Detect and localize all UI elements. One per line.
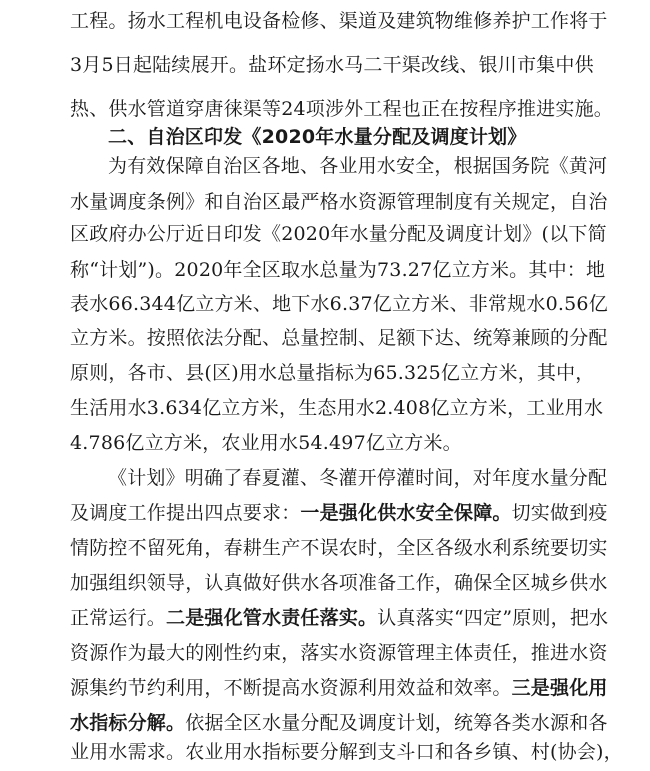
key-point-1: 一是强化供水安全保障。 [300, 502, 512, 524]
paragraph-line: 水量调度条例》和自治区最严格水资源管理制度有关规定，自治 [70, 191, 608, 213]
text-run: 认真落实“四定”原则，把水 [377, 607, 609, 629]
text-run: 切实做到疫 [511, 502, 608, 524]
paragraph-line: 工程。扬水工程机电设备检修、渠道及建筑物维修养护工作将于 [70, 10, 608, 32]
text-run: 源集约节约利用，不断提高水资源利用效益和效率。 [70, 677, 512, 699]
paragraph-line: 为有效保障自治区各地、各业用水安全，根据国务院《黄河 [108, 155, 608, 177]
paragraph-line: 4.786亿立方米，农业用水54.497亿立方米。 [70, 432, 462, 454]
section-heading: 二、自治区印发《2020年水量分配及调度计划》 [108, 126, 527, 148]
paragraph-line: 生活用水3.634亿立方米，生态用水2.408亿立方米，工业用水 [70, 397, 604, 419]
paragraph-line: 原则，各市、县(区)用水总量指标为65.325亿立方米，其中， [70, 362, 595, 384]
paragraph-line: 区政府办公厅近日印发《2020年水量分配及调度计划》(以下简 [70, 223, 607, 245]
paragraph-line [70, 599, 609, 637]
text-run: 依据全区水量分配及调度计划，统筹各类水源和各 [185, 712, 608, 734]
key-point-2: 二是强化管水责任落实。 [166, 607, 378, 629]
key-point-3-part1: 三是强化用 [511, 677, 608, 699]
text-run: 及调度工作提出四点要求： [70, 502, 301, 524]
paragraph-line: 业用水需求。农业用水指标要分解到支斗口和各乡镇、村(协会)， [70, 741, 623, 763]
paragraph-line: 3月5日起陆续展开。盐环定扬水马二干渠改线、银川市集中供 [70, 54, 594, 76]
text-run: 正常运行。 [70, 607, 167, 629]
paragraph-line: 热、供水管道穿唐徕渠等24项涉外工程也正在按程序推进实施。 [70, 98, 613, 120]
paragraph-line: 立方米。按照依法分配、总量控制、足额下达、统筹兼顾的分配 [70, 327, 608, 349]
key-point-3-part2: 水指标分解。 [70, 712, 186, 734]
paragraph-line: 加强组织领导，认真做好供水各项准备工作，确保全区城乡供水 [70, 572, 608, 594]
paragraph-line [70, 494, 608, 532]
paragraph-line: 情防控不留死角，春耕生产不误农时，全区各级水利系统要切实 [70, 537, 608, 559]
paragraph-line: 《计划》明确了春夏灌、冬灌开停灌时间，对年度水量分配 [108, 467, 608, 489]
paragraph-line: 称“计划”)。2020年全区取水总量为73.27亿立方米。其中：地 [70, 259, 606, 281]
paragraph-line: 表水66.344亿立方米、地下水6.37亿立方米、非常规水0.56亿 [70, 293, 608, 315]
paragraph-line: 资源作为最大的刚性约束，落实水资源管理主体责任，推进水资 [70, 642, 608, 664]
paragraph-line [70, 669, 608, 707]
